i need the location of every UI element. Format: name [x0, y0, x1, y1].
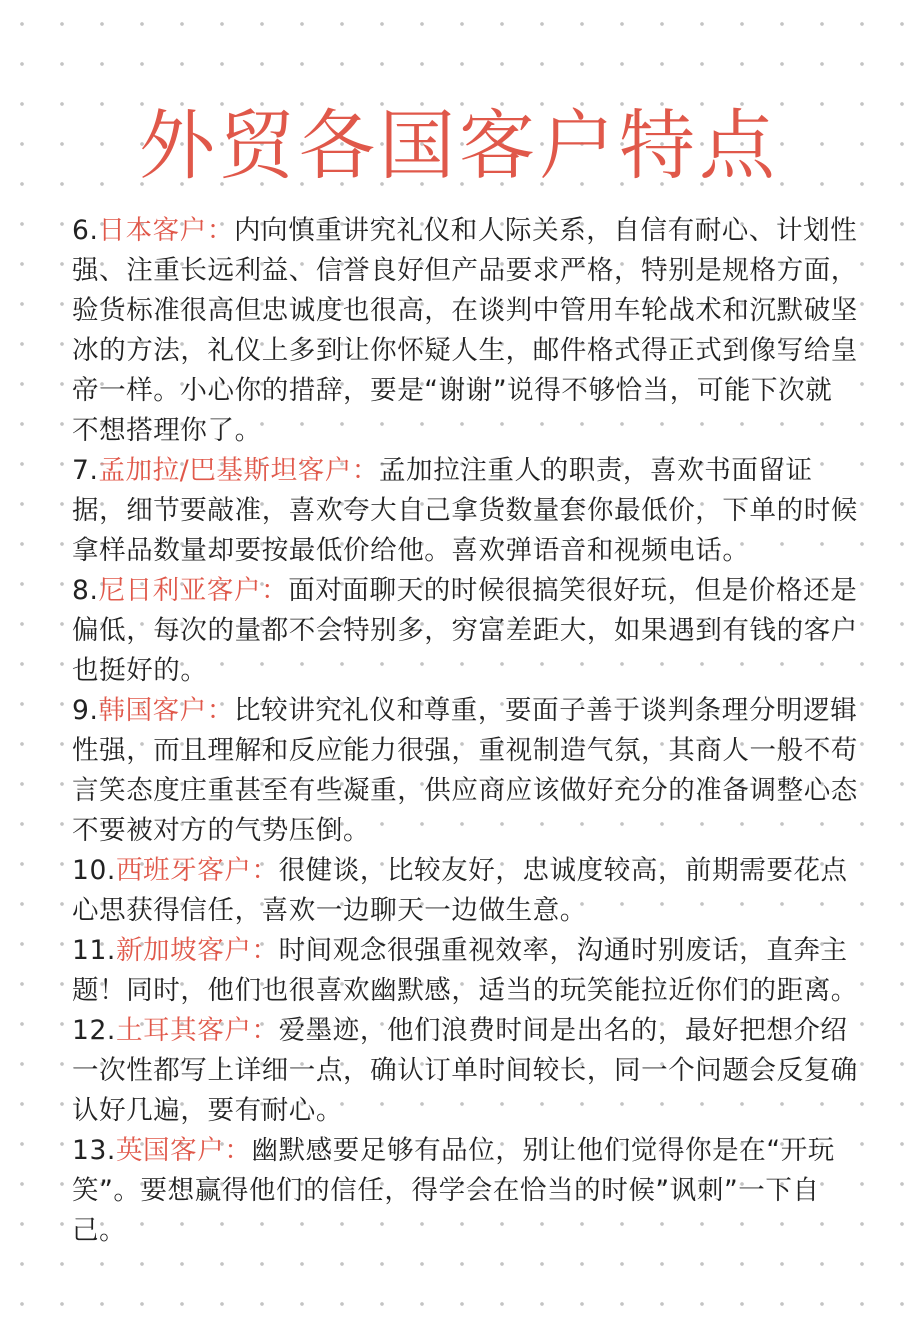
country-label: 新加坡客户: [115, 935, 252, 966]
item-description: 孟加拉注重人的职责，喜欢书面留证据，细节要敲准，喜欢夸大自己拿货数量套你最低价，下单的时候拿样品数量却要按最低价给他。喜欢弹语音和视频电话。: [72, 455, 858, 566]
item-description: 面对面聊天的时候很搞笑很好玩，但是价格还是偏低，每次的量都不会特别多，穷富差距大，如果遇到有钱的客户也挺好的。: [72, 575, 858, 686]
list-item: [72, 1131, 858, 1251]
country-label: 韩国客户: [98, 695, 207, 726]
label-separator: ：: [251, 935, 279, 966]
list-item: [72, 451, 858, 571]
country-label: 日本客户: [98, 215, 207, 246]
customer-traits-list: [72, 211, 858, 1251]
label-separator: ：: [251, 1015, 279, 1046]
page-title: 外贸各国客户特点: [139, 101, 779, 190]
country-label: 土耳其客户: [115, 1015, 252, 1046]
item-number: 6.: [72, 215, 99, 246]
item-number: 12.: [72, 1015, 116, 1046]
item-number: 11.: [72, 935, 116, 966]
item-description: 时间观念很强重视效率，沟通时别废话，直奔主题！同时，他们也很喜欢幽默感，适当的玩笑能拉近你们的距离。: [72, 935, 858, 1006]
item-number: 7.: [72, 455, 99, 486]
country-label: 英国客户: [115, 1135, 225, 1166]
label-separator: ：: [224, 1135, 252, 1166]
item-number: 8.: [72, 575, 99, 606]
label-separator: ：: [351, 455, 380, 486]
list-item: [72, 1011, 858, 1131]
list-item: [72, 851, 858, 931]
country-label: 西班牙客户: [115, 855, 252, 886]
item-description: 很健谈，比较友好，忠诚度较高，前期需要花点心思获得信任，喜欢一边聊天一边做生意。: [72, 855, 848, 926]
country-label: 孟加拉/巴基斯坦客户: [98, 455, 352, 486]
item-description: 爱墨迹，他们浪费时间是出名的，最好把想介绍一次性都写上详细一点，确认订单时间较长，同一个问题会反复确认好几遍，要有耐心。: [72, 1015, 858, 1126]
item-description: 内向慎重讲究礼仪和人际关系，自信有耐心、计划性强、注重长远利益、信誉良好但产品要求严格，特别是规格方面，验货标准很高但忠诚度也很高，在谈判中管用车轮战术和沉默破坚冰的方法，礼仪上多到让你怀疑人生，邮件格式得正式到像写给皇帝一样。小心你的措辞，要是“谢谢”说得不够恰当，可能下次就不想搭理你了。: [72, 215, 858, 446]
item-number: 10.: [72, 855, 116, 886]
label-separator: ：: [261, 575, 289, 606]
item-number: 9.: [72, 695, 99, 726]
label-separator: ：: [206, 215, 234, 246]
label-separator: ：: [251, 855, 279, 886]
country-label: 尼日利亚客户: [98, 575, 262, 606]
item-description: 幽默感要足够有品位，别让他们觉得你是在“开玩笑”。要想赢得他们的信任，得学会在恰当的时候”讽刺”一下自己。: [72, 1135, 835, 1246]
list-item: [72, 571, 858, 691]
item-description: 比较讲究礼仪和尊重，要面子善于谈判条理分明逻辑性强，而且理解和反应能力很强，重视制造气氛，其商人一般不苟言笑态度庄重甚至有些凝重，供应商应该做好充分的准备调整心态不要被对方的气势压倒。: [72, 695, 858, 846]
list-item: [72, 691, 858, 851]
list-item: [72, 211, 858, 451]
list-item: [72, 931, 858, 1011]
label-separator: ：: [206, 695, 234, 726]
item-number: 13.: [72, 1135, 116, 1166]
